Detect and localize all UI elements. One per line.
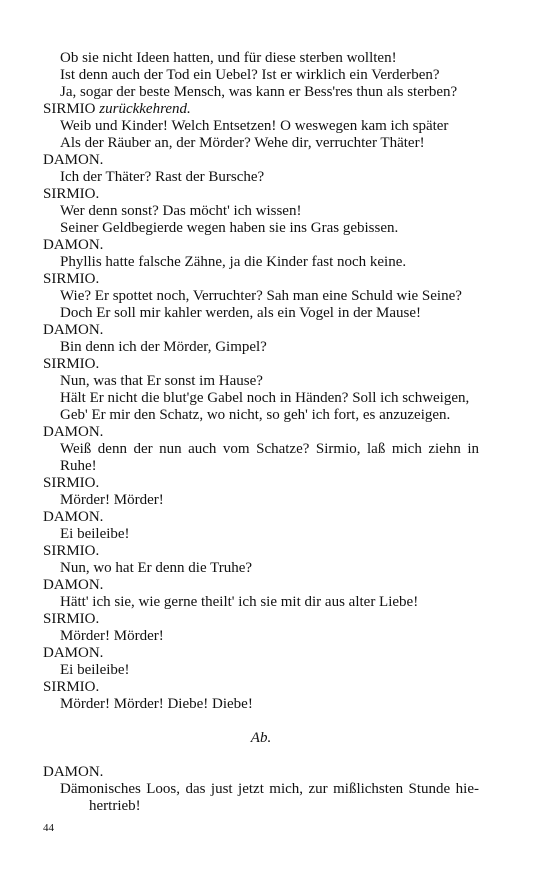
verse-line [43, 339, 479, 356]
verse-line [43, 696, 479, 713]
speaker-name [43, 322, 479, 339]
speaker-name-text: SIRMIO. [43, 271, 100, 287]
speaker-name-text: SIRMIO. [43, 543, 100, 559]
verse-line-text: Ja, sogar der beste Mensch, was kann er Bess'res thun als sterben? [60, 84, 458, 100]
verse-line [43, 407, 479, 424]
verse-line [43, 254, 479, 271]
speaker-name [43, 101, 479, 118]
verse-line-text: Phyllis hatte falsche Zähne, ja die Kinder fast noch keine. [60, 254, 407, 270]
verse-line-text: Doch Er soll mir kahler werden, als ein Vogel in der Mause! [60, 305, 422, 321]
speaker-name [43, 764, 479, 781]
speaker-name [43, 475, 479, 492]
play-text [43, 50, 479, 815]
verse-line-text: Hält Er nicht die blut'ge Gabel noch in Händen? Soll ich schweigen, [60, 390, 470, 406]
speaker-name-text: SIRMIO [43, 101, 96, 117]
speaker-name-text: DAMON. [43, 424, 104, 440]
verse-line [43, 305, 479, 322]
speaker-name-text: SIRMIO. [43, 679, 100, 695]
speaker-name-text: DAMON. [43, 645, 104, 661]
speaker-name-text: DAMON. [43, 237, 104, 253]
verse-line-text: Seiner Geldbegierde wegen haben sie ins Gras gebissen. [60, 220, 399, 236]
verse-line [43, 288, 479, 305]
verse-line-text: Ei beileibe! [60, 662, 130, 678]
verse-line-text: Weiß denn der nun auch vom Schatze? Sirmio, laß mich ziehn in [60, 441, 479, 457]
verse-line-text: Hätt' ich sie, wie gerne theilt' ich sie mit dir aus alter Liebe! [60, 594, 419, 610]
speaker-name-text: DAMON. [43, 577, 104, 593]
verse-line [43, 203, 479, 220]
verse-line-text: Bin denn ich der Mörder, Gimpel? [60, 339, 267, 355]
speaker-name-text: SIRMIO. [43, 356, 100, 372]
speaker-name [43, 543, 479, 560]
verse-line [43, 50, 479, 67]
verse-line [43, 220, 479, 237]
speaker-name [43, 186, 479, 203]
verse-line-text: Nun, was that Er sonst im Hause? [60, 373, 263, 389]
speaker-name-text: SIRMIO. [43, 475, 100, 491]
verse-line-text: Ist denn auch der Tod ein Uebel? Ist er wirklich ein Verderben? [60, 67, 440, 83]
speaker-name [43, 509, 479, 526]
verse-line-text: Weib und Kinder! Welch Entsetzen! O weswegen kam ich später [60, 118, 449, 134]
speaker-name [43, 356, 479, 373]
verse-line [43, 441, 479, 458]
verse-line-text: Ei beileibe! [60, 526, 130, 542]
speaker-name [43, 645, 479, 662]
verse-line-text: Geb' Er mir den Schatz, wo nicht, so geh' ich fort, es anzuzeigen. [60, 407, 451, 423]
speaker-name [43, 577, 479, 594]
verse-line [43, 67, 479, 84]
speaker-name-text: DAMON. [43, 152, 104, 168]
verse-line-text: Wie? Er spottet noch, Verruchter? Sah man eine Schuld wie Seine? [60, 288, 462, 304]
verse-line [43, 628, 479, 645]
verse-continuation-text: Ruhe! [60, 458, 97, 474]
speaker-name [43, 424, 479, 441]
verse-continuation [43, 458, 479, 475]
verse-line [43, 118, 479, 135]
verse-line [43, 560, 479, 577]
verse-line [43, 169, 479, 186]
verse-line-text: Mörder! Mörder! [60, 628, 164, 644]
speaker-name-text: SIRMIO. [43, 611, 100, 627]
verse-continuation [43, 798, 479, 815]
verse-line [43, 492, 479, 509]
speaker-name [43, 611, 479, 628]
speaker-name-text: SIRMIO. [43, 186, 100, 202]
verse-line [43, 135, 479, 152]
speaker-name-text: DAMON. [43, 322, 104, 338]
verse-line [43, 526, 479, 543]
verse-line-text: Mörder! Mörder! [60, 492, 164, 508]
verse-line-text: Ich der Thäter? Rast der Bursche? [60, 169, 265, 185]
speaker-name-text: DAMON. [43, 764, 104, 780]
verse-line-text: Ob sie nicht Ideen hatten, und für diese sterben wollten! [60, 50, 397, 66]
stage-direction-text: Ab. [250, 730, 272, 746]
verse-line-text: Nun, wo hat Er denn die Truhe? [60, 560, 253, 576]
speaker-name [43, 679, 479, 696]
verse-line [43, 662, 479, 679]
stage-direction [43, 730, 479, 747]
verse-line-text: Dämonisches Loos, das just jetzt mich, zur mißlichsten Stunde hie- [60, 781, 479, 797]
verse-line [43, 390, 479, 407]
page-number: 44 [43, 822, 54, 834]
verse-line-text: Wer denn sonst? Das möcht' ich wissen! [60, 203, 302, 219]
speaker-name [43, 237, 479, 254]
verse-line [43, 781, 479, 798]
verse-line [43, 373, 479, 390]
verse-line-text: Mörder! Mörder! Diebe! Diebe! [60, 696, 253, 712]
verse-line [43, 594, 479, 611]
stage-direction: zurückkehrend. [99, 101, 191, 117]
blank-line [43, 747, 479, 764]
speaker-name-text: DAMON. [43, 509, 104, 525]
speaker-name [43, 271, 479, 288]
speaker-name [43, 152, 479, 169]
blank-line [43, 713, 479, 730]
verse-line [43, 84, 479, 101]
verse-continuation-text: hertrieb! [89, 798, 141, 814]
verse-line-text: Als der Räuber an, der Mörder? Wehe dir, verruchter Thäter! [60, 135, 425, 151]
